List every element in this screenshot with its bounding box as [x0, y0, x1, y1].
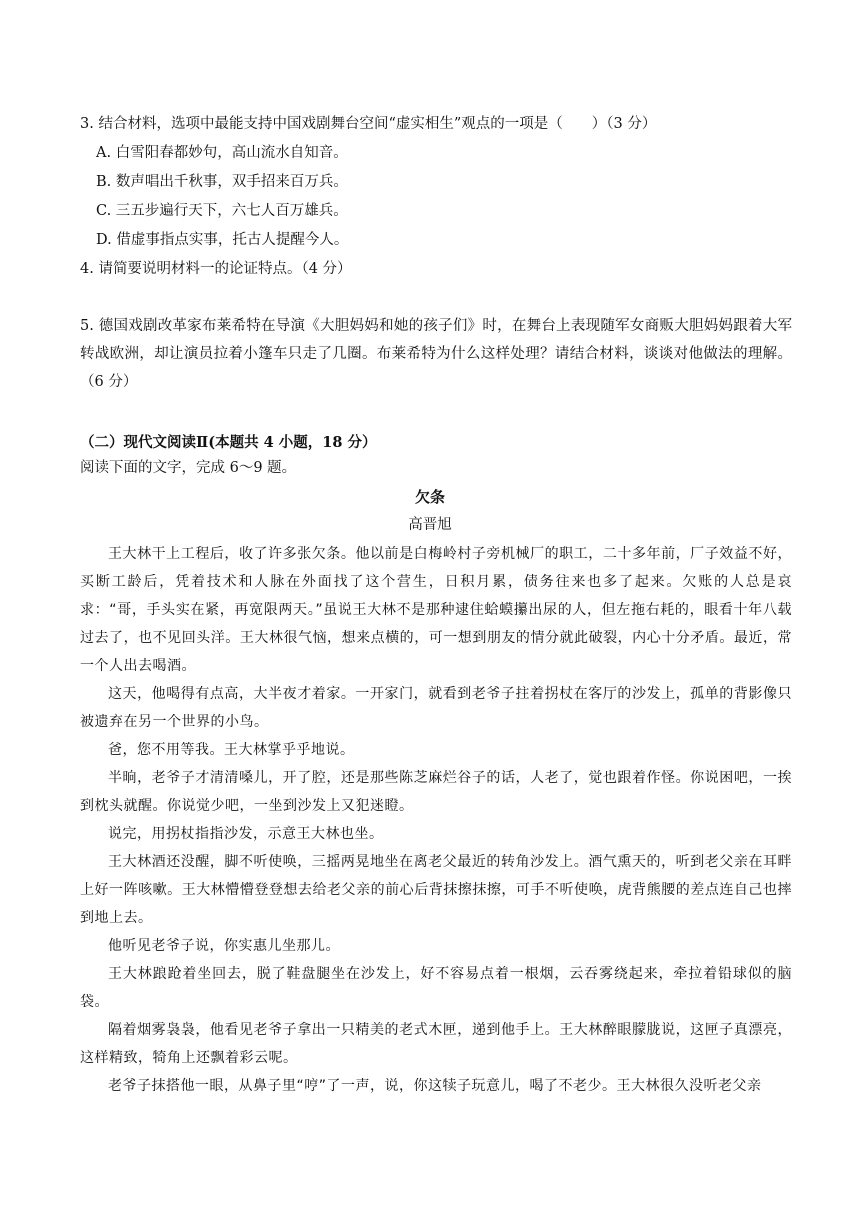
story-paragraph: 爸，您不用等我。王大林掌乎乎地说。	[108, 742, 355, 758]
question-4: 4. 请简要说明材料一的论证特点。（4 分）	[80, 261, 352, 277]
story-paragraph: 说完，用拐杖指指沙发，示意王大林也坐。	[108, 826, 384, 842]
story-author: 高晋旭	[408, 517, 452, 533]
section-instruction: 阅读下面的文字，完成 6～9 题。	[80, 460, 297, 476]
story-paragraph: 半晌，老爷子才清清嗓儿，开了腔，还是那些陈芝麻烂谷子的话，人老了，觉也跟着作怪。你说困吧，一挨到枕头就醒。你说觉少吧，一坐到沙发上又犯迷瞪。	[80, 770, 792, 814]
question-3-option-d: D. 借虚事指点实事，托古人提醒今人。	[96, 232, 349, 248]
section-heading: （二）现代文阅读Ⅱ(本题共 4 小题，18 分）	[80, 434, 377, 451]
story-paragraph: 这天，他喝得有点高，大半夜才着家。一开家门，就看到老爷子拄着拐杖在客厅的沙发上，孤单的背影像只被遗弃在另一个世界的小鸟。	[80, 686, 792, 730]
question-3-stem: 3. 结合材料，选项中最能支持中国戏剧舞台空间“虚实相生”观点的一项是（ ）（3 分）	[80, 116, 657, 132]
story-paragraph: 王大林干上工程后，收了许多张欠条。他以前是白梅岭村子旁机械厂的职工，二十多年前，厂子效益不好，买断工龄后，凭着技术和人脉在外面找了这个营生，日积月累，债务往来也多了起来。欠账的人总是哀求：“哥，手头实在紧，再宽限两天。”虽说王大林不是那种逮住蛤蟆攥出尿的人，但左拖右耗的，眼看十年八载过去了，也不见回头洋。王大林很气恼，想来点横的，可一想到朋友的情分就此破裂，内心十分矛盾。最近，常一个人出去喝酒。	[80, 546, 792, 674]
question-3-option-c: C. 三五步遍行天下，六七人百万雄兵。	[96, 203, 348, 219]
story-paragraph: 王大林踉跄着坐回去，脱了鞋盘腿坐在沙发上，好不容易点着一根烟，云吞雾绕起来，牵拉着铅球似的脑袋。	[80, 966, 792, 1010]
story-paragraph: 隔着烟雾袅袅，他看见老爷子拿出一只精美的老式木匣，递到他手上。王大林醉眼朦胧说，这匣子真漂亮，这样精致，犄角上还飘着彩云呢。	[80, 1022, 792, 1066]
story-paragraph: 老爷子抹搭他一眼，从鼻子里“哼”了一声，说，你这犊子玩意儿，喝了不老少。王大林很久没听老父亲	[108, 1078, 762, 1094]
story-paragraph: 王大林酒还没醒，脚不听使唤，三摇两晃地坐在离老父最近的转角沙发上。酒气熏天的，听到老父亲在耳畔上好一阵咳嗽。王大林懵懵登登想去给老父亲的前心后背抹擦抹擦，可手不听使唤，虎背熊腰的差点连自己也摔到地上去。	[80, 854, 792, 926]
question-3-option-b: B. 数声唱出千秋事，双手招来百万兵。	[96, 174, 348, 190]
story-paragraph: 他听见老爷子说，你实惠儿坐那儿。	[108, 938, 340, 954]
question-3-option-a: A. 白雪阳春都妙句，高山流水自知音。	[96, 145, 348, 161]
story-title: 欠条	[414, 488, 445, 506]
question-5: 5. 德国戏剧改革家布莱希特在导演《大胆妈妈和她的孩子们》时，在舞台上表现随军女商贩大胆妈妈跟着大军转战欧洲，却让演员拉着小篷车只走了几圈。布莱希特为什么这样处理？请结合材料，谈谈对他做法的理解。（6 分）	[80, 318, 792, 390]
